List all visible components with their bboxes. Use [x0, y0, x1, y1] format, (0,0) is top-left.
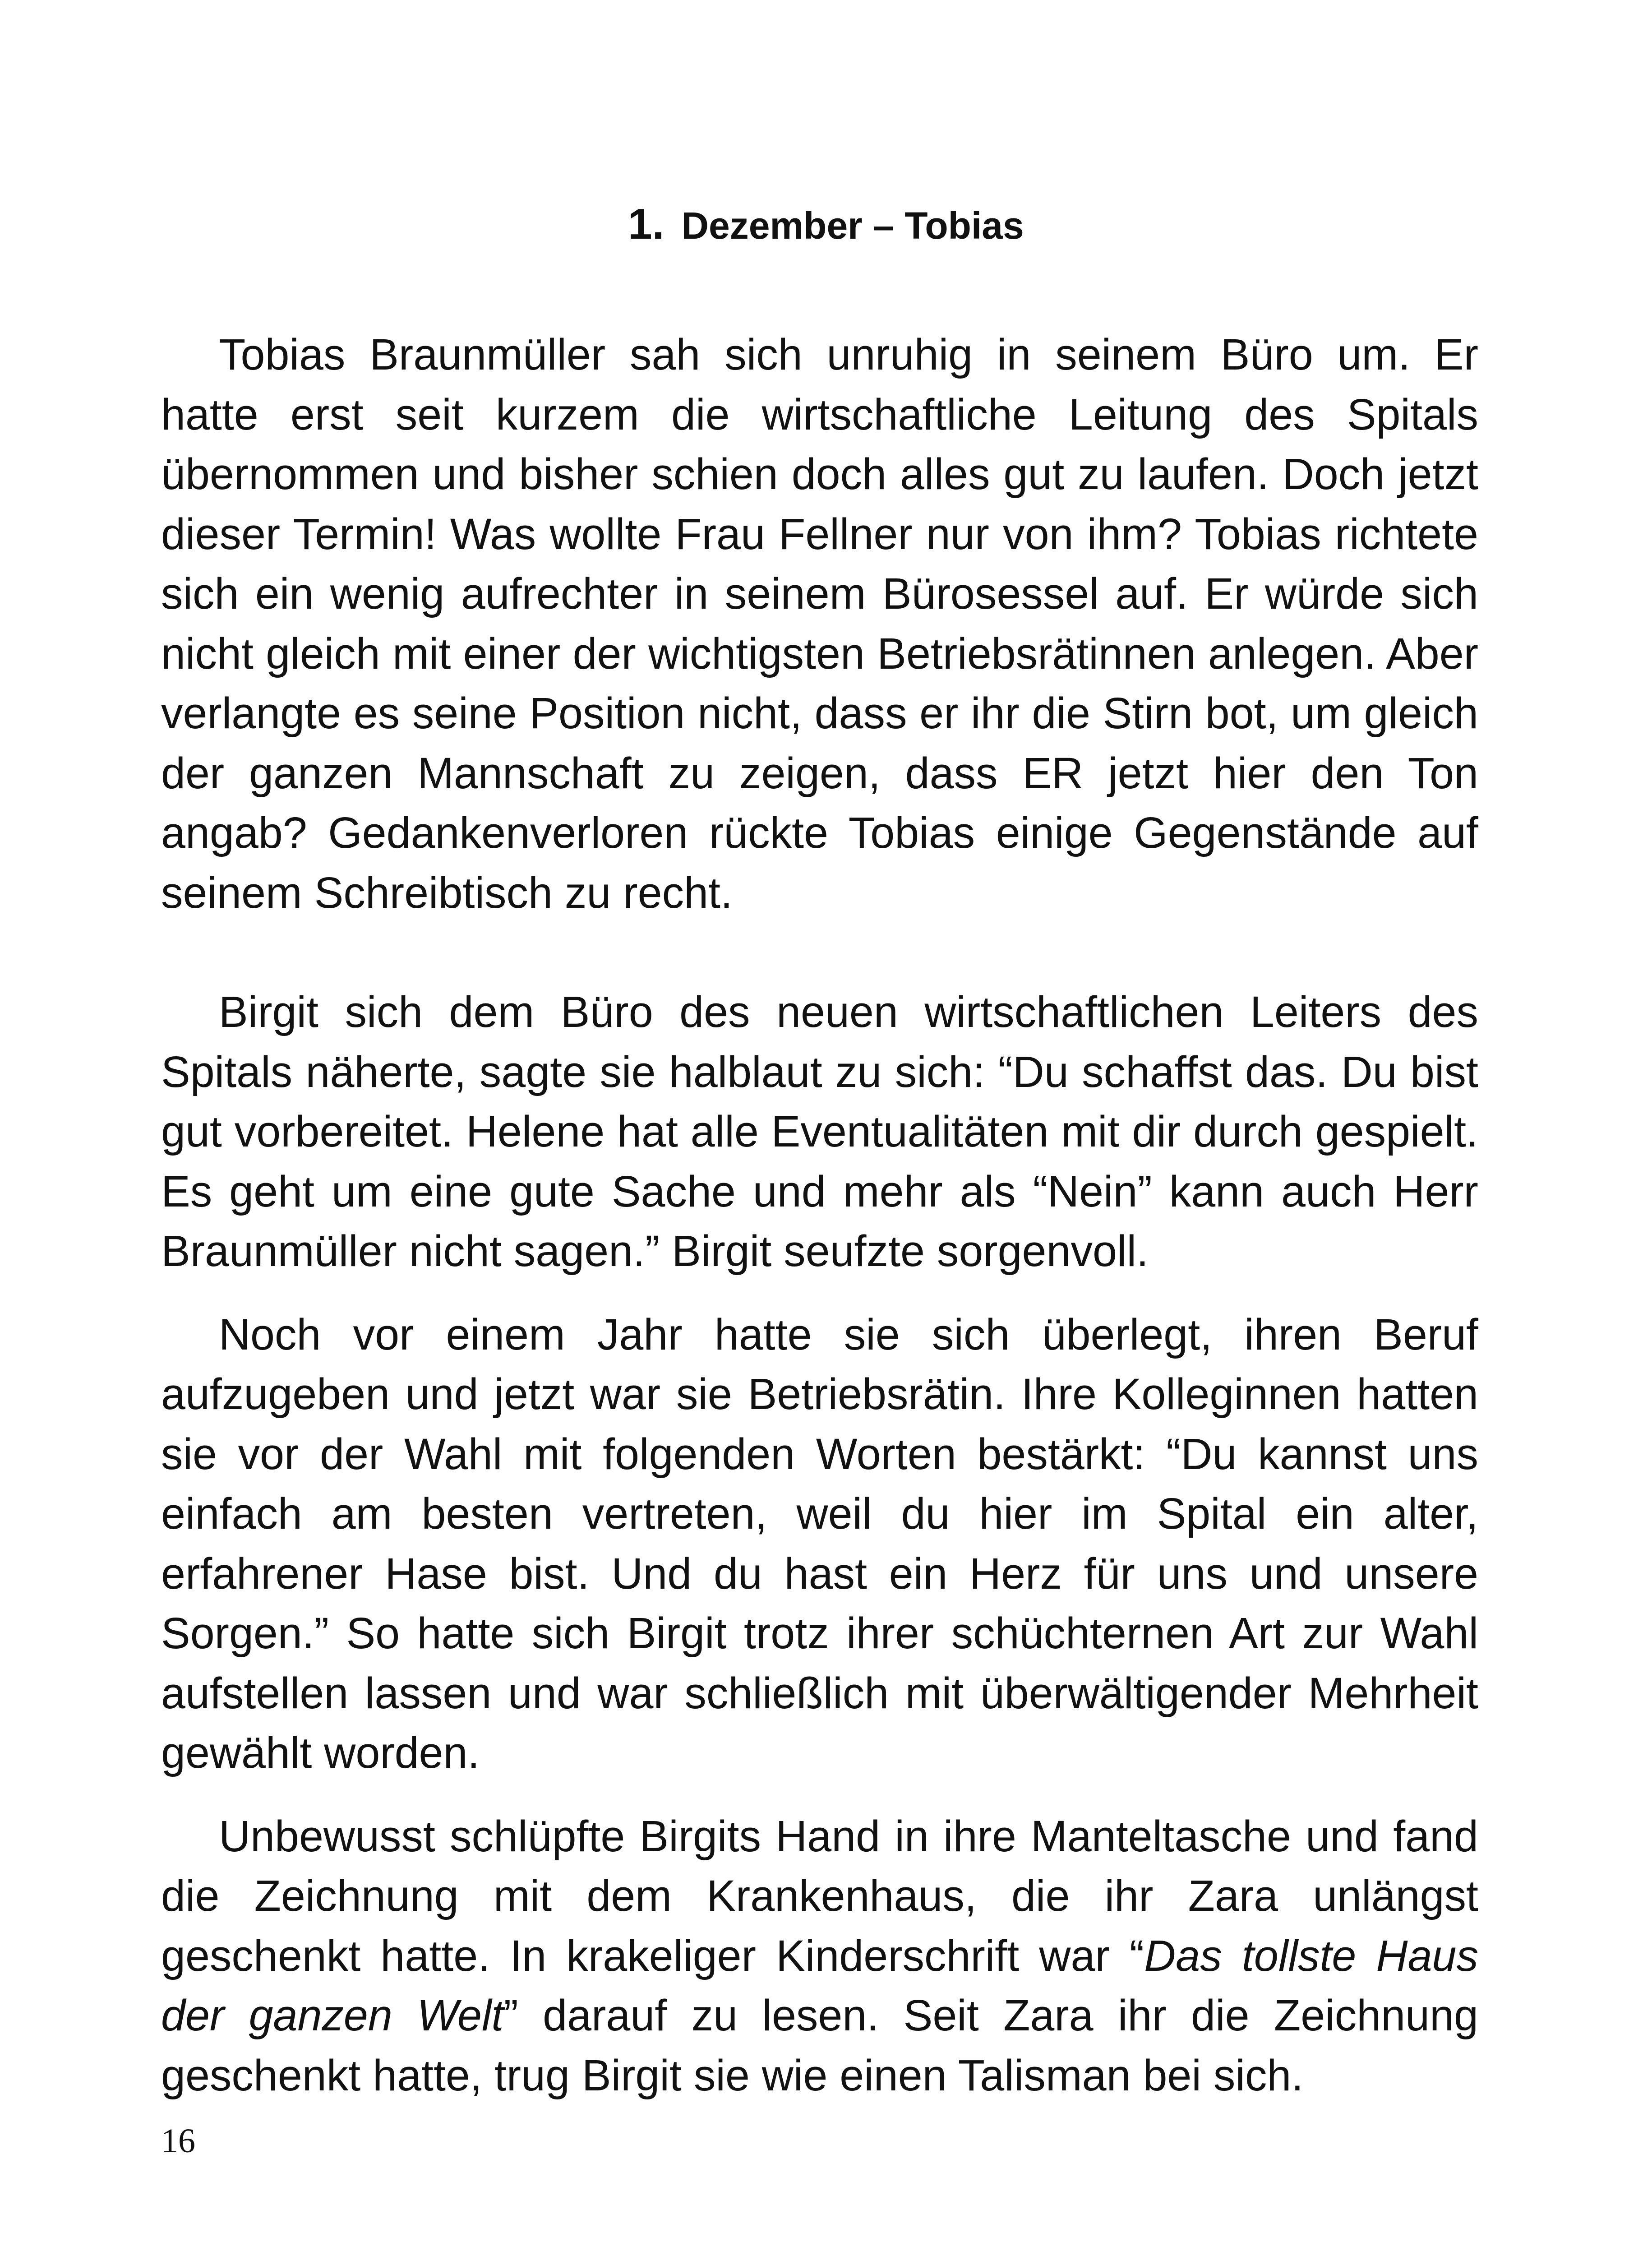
drawing-title-italic: Das tollste Haus der ganzen Welt — [161, 1931, 1478, 2040]
chapter-number: 1. — [628, 200, 664, 248]
page-number: 16 — [161, 2122, 195, 2160]
paragraph-4 — [161, 1807, 1478, 2106]
body-text — [161, 325, 1478, 2105]
paragraph-2: Birgit sich dem Büro des neuen wirtschaftlichen Leiters des Spitals näherte, sagte sie halblaut zu sich: “Du schaffst das. Du bist gut vorbereitet. Helene hat alle Eventualitäten mit dir durch gespielt. Es geht um eine gute Sache und mehr als “Nein” kann auch Herr Braunmüller nicht sagen.” Birgit seufzte sorgenvoll. — [161, 987, 1478, 1276]
paragraph-4-text-end: ” darauf zu lesen. Seit Zara ihr die Zeichnung geschenkt hatte, trug Birgit sie wie einen Talisman bei sich. — [161, 1991, 1478, 2100]
paragraph-4-text-start: Unbewusst schlüpfte Birgits Hand in ihre Manteltasche und fand die Zeichnung mit dem Krankenhaus, die ihr Zara unlängst geschenkt hatte. In krakeliger Kinderschrift war “ — [161, 1811, 1478, 1980]
chapter-title-text: Dezember – Tobias — [681, 204, 1024, 247]
paragraph-3: Noch vor einem Jahr hatte sie sich überlegt, ihren Beruf aufzugeben und jetzt war sie Betriebsrätin. Ihre Kolleginnen hatten sie vor der Wahl mit folgenden Worten bestärkt: “Du kannst uns einfach am besten vertreten, weil du hier im Spital ein alter, erfahrener Hase bist. Und du hast ein Herz für uns und unsere Sorgen.” So hatte sich Birgit trotz ihrer schüchternen Art zur Wahl aufstellen lassen und war schließlich mit überwältigender Mehrheit gewählt worden. — [161, 1309, 1478, 1777]
paragraph-1: Tobias Braunmüller sah sich unruhig in seinem Büro um. Er hatte erst seit kurzem die wirtschaftliche Leitung des Spitals übernommen und bisher schien doch alles gut zu laufen. Doch jetzt dieser Termin! Was wollte Frau Fellner nur von ihm? Tobias richtete sich ein wenig aufrechter in seinem Bürosessel auf. Er würde sich nicht gleich mit einer der wichtigsten Betriebsrätinnen anlegen. Aber verlangte es seine Position nicht, dass er ihr die Stirn bot, um gleich der ganzen Mannschaft zu zeigen, dass ER jetzt hier den Ton angab? Gedankenverloren rückte Tobias einige Gegenstände auf seinem Schreibtisch zu recht. — [161, 330, 1478, 917]
chapter-title — [0, 199, 1652, 250]
